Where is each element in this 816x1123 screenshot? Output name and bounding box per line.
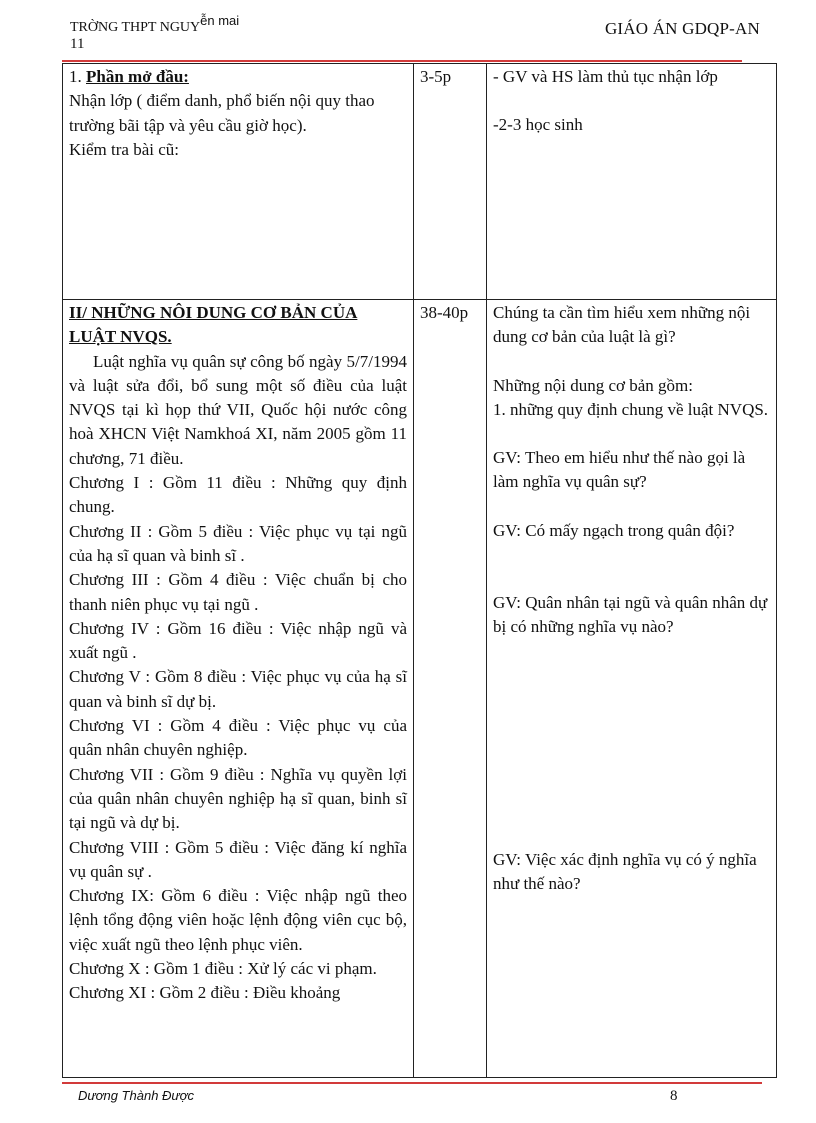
section-heading: II/ NHỮNG NÔI DUNG CƠ BẢN CỦA LUẬT NVQS. <box>69 303 358 347</box>
paragraph: GV: Có mấy ngạch trong quân đội? <box>493 520 735 540</box>
chapter-item: Chương II : Gồm 5 điều : Việc phục vụ tại ngũ của hạ sĩ quan và binh sĩ . <box>69 521 407 565</box>
method-cell <box>487 64 777 300</box>
paragraph: GV: Việc xác định nghĩa vụ có ý nghĩa như thế nào? <box>493 849 757 893</box>
chapter-item: Chương V : Gồm 8 điều : Việc phục vụ của hạ sĩ quan và binh sĩ dự bị. <box>69 667 407 711</box>
chapter-item: Chương IV : Gồm 16 điều : Việc nhập ngũ và xuất ngũ . <box>69 618 407 663</box>
table-row <box>63 64 777 300</box>
header-rule <box>62 60 742 62</box>
content-cell <box>63 64 414 300</box>
chapter-item: Chương VI : Gồm 4 điều : Việc phục vụ của quân nhân chuyên nghiệp. <box>69 716 407 760</box>
paragraph: Kiểm tra bài cũ: <box>69 139 179 159</box>
chapter-item: Chương XI : Gồm 2 điều : Điều khoảng <box>69 983 341 1003</box>
paragraph: 1. những quy định chung về luật NVQS. <box>493 399 769 419</box>
paragraph: Nhận lớp ( điểm danh, phổ biến nội quy thao trường bãi tập và yêu cầu giờ học). <box>69 91 375 135</box>
chapter-item: Chương I : Gồm 11 điều : Những quy định chung. <box>69 473 407 517</box>
method-cell <box>487 300 777 1078</box>
content-cell <box>63 300 414 1078</box>
page-number: 8 <box>670 1088 678 1104</box>
document-title: GIÁO ÁN GDQP-AN <box>604 19 760 38</box>
paragraph: GV: Quân nhân tại ngũ và quân nhân dự bị có những nghĩa vụ nào? <box>493 593 768 637</box>
time-cell: 38-40p <box>414 300 487 1078</box>
paragraph: Chúng ta cần tìm hiểu xem những nội dung cơ bản của luật là gì? <box>493 303 751 347</box>
school-name: TRỜNG THPT NGUYễn mai <box>70 13 240 35</box>
chapter-item: Chương VII : Gồm 9 điều : Nghĩa vụ quyền lợi của quân nhân chuyên nghiệp hạ sĩ quan, binh sĩ tại ngũ và dự bị. <box>69 764 407 833</box>
paragraph: -2-3 học sinh <box>493 115 583 135</box>
paragraph: - GV và HS làm thủ tục nhận lớp <box>493 67 718 86</box>
paragraph: Luật nghĩa vụ quân sự công bố ngày 5/7/1994 và luật sửa đổi, bổ sung một số điều của luật NVQS tại kì họp thứ VII, Quốc hội nước công hoà XHCN Việt Namkhoá XI, năm 2005 gồm 11 chương, 71 điều. <box>69 351 407 468</box>
lesson-table <box>62 63 777 1078</box>
chapter-item: Chương III : Gồm 4 điều : Việc chuẩn bị cho thanh niên phục vụ tại ngũ . <box>69 570 407 614</box>
chapter-item: Chương X : Gồm 1 điều : Xử lý các vi phạm. <box>69 959 377 979</box>
section-heading: 1. Phần mở đầu: <box>69 67 189 86</box>
table-row <box>63 300 777 1078</box>
class-number: 11 <box>70 36 85 52</box>
footer-rule <box>62 1082 762 1084</box>
paragraph: Những nội dung cơ bản gồm: <box>493 375 693 395</box>
footer-author: Dương Thành Được <box>78 1088 195 1103</box>
chapter-item: Chương VIII : Gồm 5 điều : Việc đăng kí nghĩa vụ quân sự . <box>69 837 407 881</box>
paragraph: GV: Theo em hiểu như thế nào gọi là làm nghĩa vụ quân sự? <box>493 448 746 492</box>
time-cell: 3-5p <box>414 64 487 300</box>
chapter-item: Chương IX: Gồm 6 điều : Việc nhập ngũ theo lệnh tổng động viên hoặc lệnh động viên cục bộ, việc xuất ngũ theo lệnh phục viên. <box>69 886 407 954</box>
